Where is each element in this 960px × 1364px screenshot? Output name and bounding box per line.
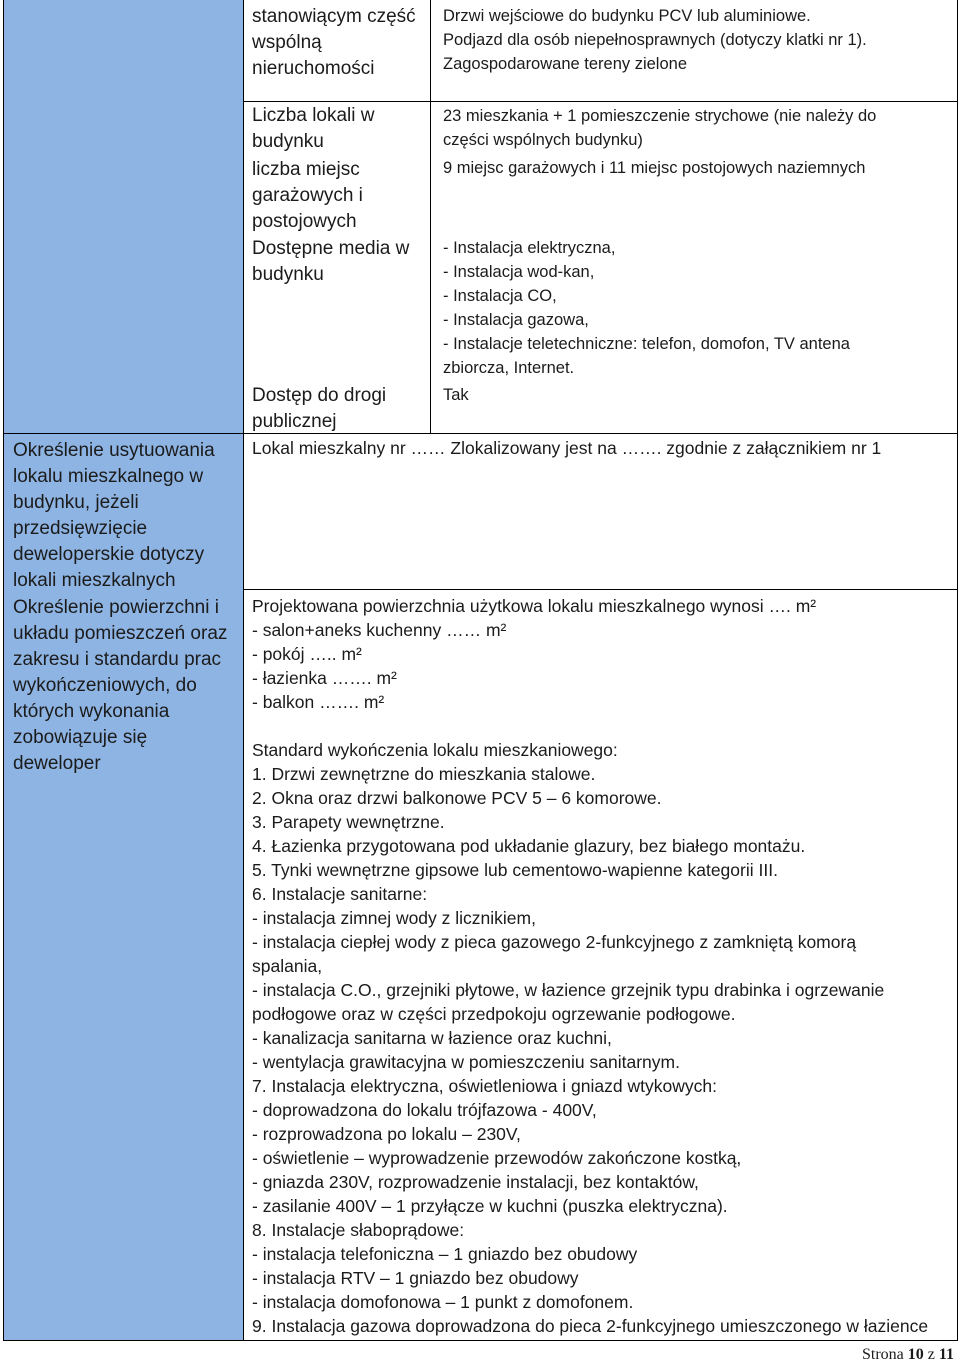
standard-item: - instalacja domofonowa – 1 punkt z domofonem. bbox=[252, 1292, 634, 1312]
standard-item: 7. Instalacja elektryczna, oświetleniowa i gniazd wtykowych: bbox=[252, 1076, 717, 1096]
standard-item: - instalacja zimnej wody z licznikiem, bbox=[252, 908, 536, 928]
standard-item: spalania, bbox=[252, 956, 323, 976]
row3-value: 9 miejsc garażowych i 11 miejsc postojowych naziemnych bbox=[443, 159, 866, 177]
row4-value: - Instalacja elektryczna, - Instalacja wod-kan, - Instalacja CO, - Instalacja gazowa, - Instalacje teletechniczne: telefon, domofon, TV antena zbiorcza, Internet. bbox=[443, 239, 850, 377]
table-border-col2 bbox=[430, 0, 431, 434]
area-item: - salon+aneks kuchenny …… m² bbox=[252, 620, 507, 640]
standard-item: 3. Parapety wewnętrzne. bbox=[252, 812, 445, 832]
row3-label: liczba miejsc garażowych i postojowych bbox=[252, 159, 363, 232]
standard-item: 8. Instalacje słaboprądowe: bbox=[252, 1220, 465, 1240]
row1-label: stanowiącym część wspólną nieruchomości bbox=[252, 6, 416, 79]
row2-value: 23 mieszkania + 1 pomieszczenie strychowe (nie należy do części wspólnych budynku) bbox=[443, 107, 877, 149]
row5-label: Dostęp do drogi publicznej bbox=[252, 385, 387, 432]
standard-item: 9. Instalacja gazowa doprowadzona do pieca 2-funkcyjnego umieszczonego w łazience bbox=[252, 1316, 929, 1336]
standard-item: - instalacja ciepłej wody z pieca gazowego 2-funkcyjnego z zamkniętą komorą bbox=[252, 932, 857, 952]
standard-item: - oświetlenie – wyprowadzenie przewodów zakończone kostką, bbox=[252, 1148, 742, 1168]
standard-item: - wentylacja grawitacyjna w pomieszczeniu sanitarnym. bbox=[252, 1052, 680, 1072]
standard-item: - instalacja telefoniczna – 1 gniazdo bez obudowy bbox=[252, 1244, 638, 1264]
row5-value: Tak bbox=[443, 386, 469, 404]
standard-item: - gniazda 230V, rozprowadzenie instalacji, bez kontaktów, bbox=[252, 1172, 699, 1192]
standard-item: - zasilanie 400V – 1 przyłącze w kuchni (puszka elektryczna). bbox=[252, 1196, 728, 1216]
standard-item: podłogowe oraz w części przedpokoju ogrzewanie podłogowe. bbox=[252, 1004, 736, 1024]
location-section-label: Określenie usytuowania lokalu mieszkalnego w budynku, jeżeli przedsięwzięcie deweloperskie dotyczy lokali mieszkalnych bbox=[13, 440, 215, 591]
standard-item: 2. Okna oraz drzwi balkonowe PCV 5 – 6 komorowe. bbox=[252, 788, 662, 808]
row4-label: Dostępne media w budynku bbox=[252, 238, 410, 285]
table-row-divider bbox=[243, 101, 958, 102]
standard-item: Standard wykończenia lokalu mieszkaniowego: bbox=[252, 740, 618, 760]
standard-item: 4. Łazienka przygotowana pod układanie glazury, bez białego montażu. bbox=[252, 836, 806, 856]
table-border-col1 bbox=[243, 0, 244, 1341]
row1-value: Drzwi wejściowe do budynku PCV lub aluminiowe. Podjazd dla osób niepełnosprawnych (dotyczy klatki nr 1). Zagospodarowane tereny zielone bbox=[443, 7, 867, 73]
area-item: - balkon ……. m² bbox=[252, 692, 385, 712]
table-row-divider bbox=[3, 433, 958, 434]
table-row-divider bbox=[243, 589, 958, 590]
area-section-label: Określenie powierzchni i układu pomieszczeń oraz zakresu i standardu prac wykończeniowych, do których wykonania zobowiązuje się deweloper bbox=[13, 597, 228, 774]
standard-item: - kanalizacja sanitarna w łazience oraz kuchni, bbox=[252, 1028, 612, 1048]
standard-item: - instalacja RTV – 1 gniazdo bez obudowy bbox=[252, 1268, 579, 1288]
area-item: - pokój ….. m² bbox=[252, 644, 362, 664]
page-number: Strona 10 z 11 bbox=[861, 1346, 954, 1363]
standard-item: - doprowadzona do lokalu trójfazowa - 400V, bbox=[252, 1100, 597, 1120]
standard-item: 5. Tynki wewnętrzne gipsowe lub cementowo-wapienne kategorii III. bbox=[252, 860, 778, 880]
table-border-bottom bbox=[3, 1340, 958, 1341]
row2-label: Liczba lokali w budynku bbox=[252, 105, 375, 152]
table-border-right bbox=[957, 0, 958, 1341]
location-text: Lokal mieszkalny nr …… Zlokalizowany jest na ……. zgodnie z załącznikiem nr 1 bbox=[252, 438, 882, 458]
standard-list bbox=[252, 738, 928, 1338]
area-list bbox=[252, 594, 816, 714]
table-border-left bbox=[3, 0, 4, 1341]
standard-item: - rozprowadzona po lokalu – 230V, bbox=[252, 1124, 521, 1144]
standard-item: - instalacja C.O., grzejniki płytowe, w łazience grzejnik typu drabinka i ogrzewanie bbox=[252, 980, 885, 1000]
area-item: Projektowana powierzchnia użytkowa lokalu mieszkalnego wynosi …. m² bbox=[252, 596, 817, 616]
standard-item: 1. Drzwi zewnętrzne do mieszkania stalowe. bbox=[252, 764, 596, 784]
area-item: - łazienka ……. m² bbox=[252, 668, 397, 688]
standard-item: 6. Instalacje sanitarne: bbox=[252, 884, 428, 904]
